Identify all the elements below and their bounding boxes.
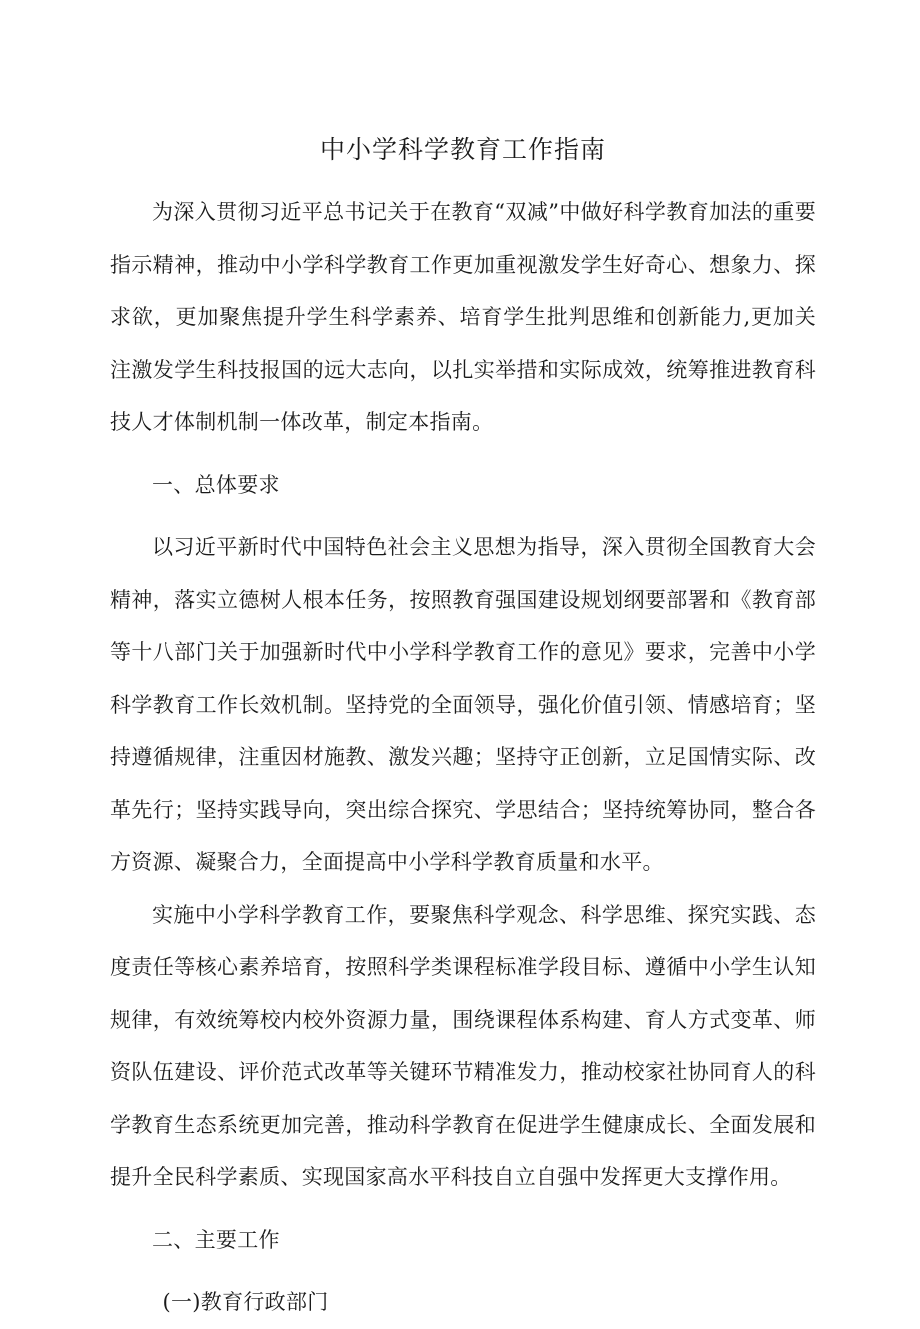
subsection-heading-education-departments: (一)教育行政部门	[162, 1290, 329, 1314]
general-requirements-paragraph-1: 以习近平新时代中国特色社会主义思想为指导，深入贯彻全国教育大会精神，落实立德树人根本任务，按照教育强国建设规划纲要部署和《教育部等十八部门关于加强新时代中小学科学教育工作的意见》要求，完善中小学科学教育工作长效机制。坚持党的全面领导，强化价值引领、情感培育；坚持遵循规律，注重因材施教、激发兴趣；坚持守正创新，立足国情实际、改革先行；坚持实践导向，突出综合探究、学思结合；坚持统筹协同，整合各方资源、凝聚合力，全面提高中小学科学教育质量和水平。	[110, 535, 816, 874]
general-requirements-paragraph-2: 实施中小学科学教育工作，要聚焦科学观念、科学思维、探究实践、态度责任等核心素养培育，按照科学类课程标准学段目标、遵循中小学生认知规律，有效统筹校内校外资源力量，围绕课程体系构建、育人方式变革、师资队伍建设、评价范式改革等关键环节精准发力，推动校家社协同育人的科学教育生态系统更加完善，推动科学教育在促进学生健康成长、全面发展和提升全民科学素质、实现国家高水平科技自立自强中发挥更大支撑作用。	[110, 902, 816, 1189]
document-title: 中小学科学教育工作指南	[319, 135, 606, 164]
section-heading-main-work: 二、主要工作	[152, 1227, 280, 1252]
intro-paragraph: 为深入贯彻习近平总书记关于在教育“双减”中做好科学教育加法的重要指示精神，推动中小学科学教育工作更加重视激发学生好奇心、想象力、探求欲，更加聚焦提升学生科学素养、培育学生批判思维和创新能力,更加关注激发学生科技报国的远大志向，以扎实举措和实际成效，统筹推进教育科技人才体制机制一体改革，制定本指南。	[110, 200, 816, 434]
section-heading-general-requirements: 一、总体要求	[152, 472, 280, 497]
